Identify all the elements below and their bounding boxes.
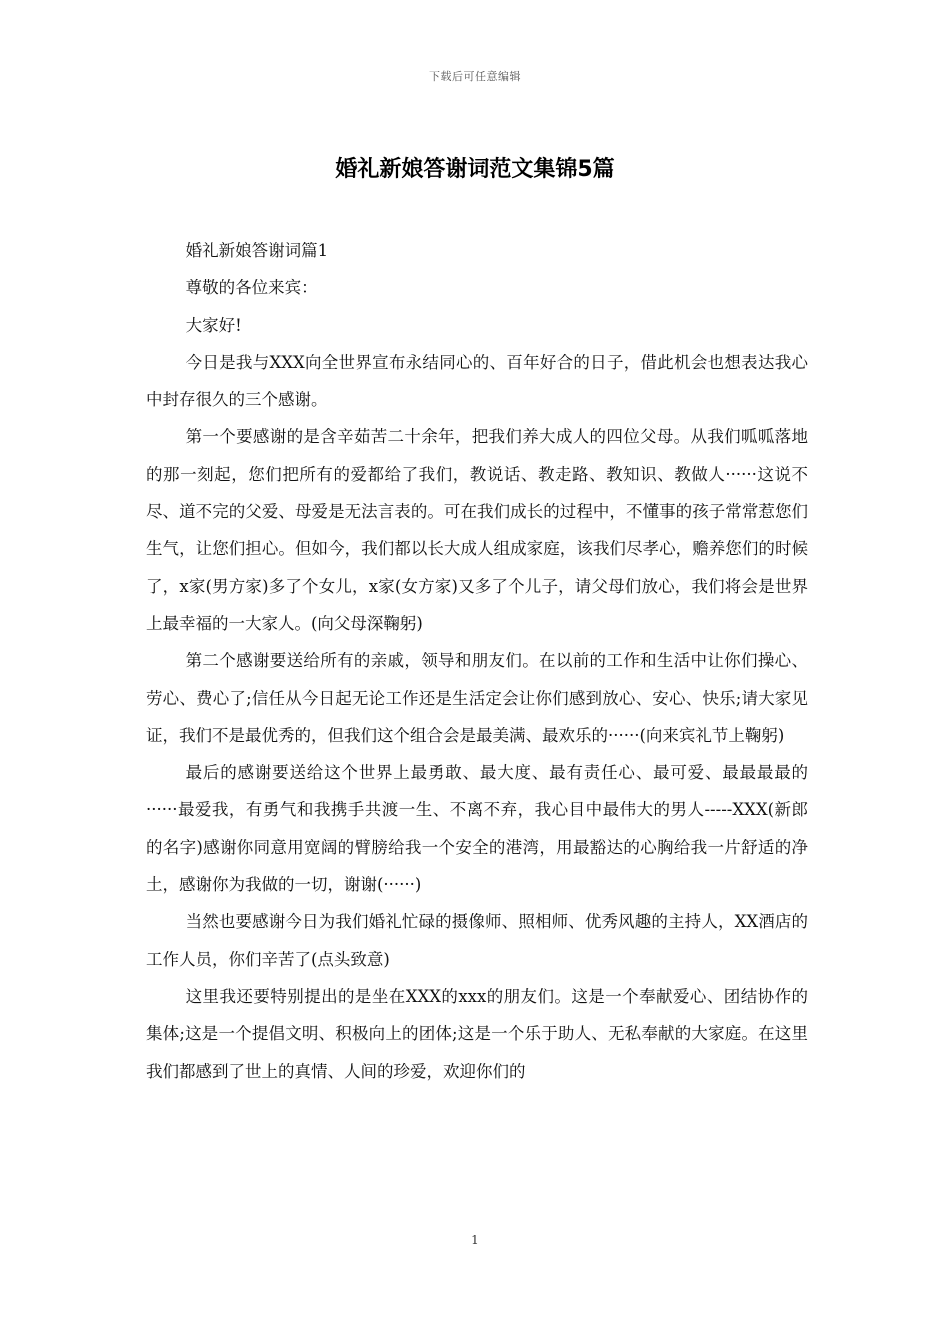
body-paragraph: 第一个要感谢的是含辛茹苦二十余年，把我们养大成人的四位父母。从我们呱呱落地的那一刻起，您们把所有的爱都给了我们，教说话、教走路、教知识、教做人······这说不尽、道不完的父爱、母爱是无法言表的。可在我们成长的过程中，不懂事的孩子常常惹您们生气，让您们担心。但如今，我们都以长大成人组成家庭，该我们尽孝心，赡养您们的时候了，x家(男方家)多了个女儿，x家(女方家)又多了个儿子，请父母们放心，我们将会是世界上最幸福的一大家人。(向父母深鞠躬) — [146, 427, 808, 633]
salutation: 尊敬的各位来宾： — [185, 278, 318, 298]
document-title: 婚礼新娘答谢词范文集锦5篇 — [335, 157, 615, 182]
body-paragraph: 第二个感谢要送给所有的亲戚，领导和朋友们。在以前的工作和生活中让你们操心、劳心、费心了;信任从今日起无论工作还是生活定会让你们感到放心、安心、快乐;请大家见证，我们不是最优秀的，但我们这个组合会是最美满、最欢乐的······(向来宾礼节上鞠躬) — [146, 651, 808, 745]
body-paragraph: 这里我还要特别提出的是坐在XXX的xxx的朋友们。这是一个奉献爱心、团结协作的集体;这是一个提倡文明、积极向上的团体;这是一个乐于助人、无私奉献的大家庭。在这里我们都感到了世上的真情、人间的珍爱，欢迎你们的 — [146, 986, 808, 1081]
section-heading: 婚礼新娘答谢词篇1 — [185, 241, 329, 260]
greeting: 大家好! — [185, 315, 242, 335]
page-header-note: 下载后可任意编辑 — [429, 70, 521, 83]
body-paragraph: 最后的感谢要送给这个世界上最勇敢、最大度、最有责任心、最可爱、最最最最的······最爱我，有勇气和我携手共渡一生、不离不弃，我心目中最伟大的男人-----XXX(新郎的名字)感谢你同意用宽阔的臂膀给我一个安全的港湾，用最豁达的心胸给我一片舒适的净土，感谢你为我做的一切，谢谢(······) — [146, 763, 808, 895]
document-body — [146, 232, 808, 1090]
body-paragraph: 当然也要感谢今日为我们婚礼忙碌的摄像师、照相师、优秀风趣的主持人，XX酒店的工作人员，你们辛苦了(点头致意) — [146, 912, 808, 969]
page-number: 1 — [471, 1233, 479, 1247]
body-paragraph: 今日是我与XXX向全世界宣布永结同心的、百年好合的日子，借此机会也想表达我心中封存很久的三个感谢。 — [146, 352, 808, 410]
